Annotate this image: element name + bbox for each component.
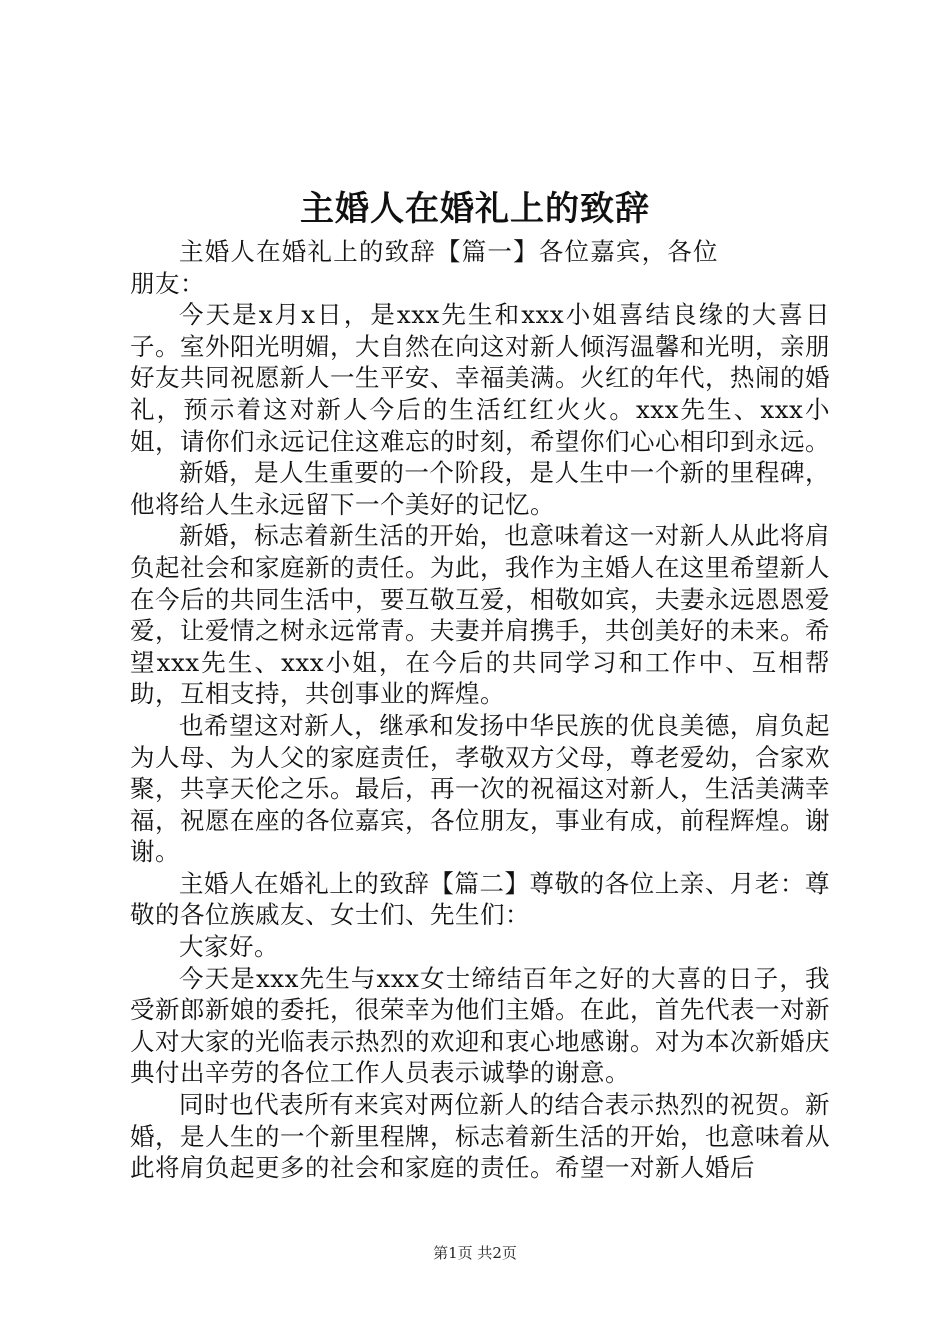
paragraph-6: 主婚人在婚礼上的致辞【篇二】尊敬的各位上亲、月老：尊敬的各位族戚友、女士们、先生们： [130, 868, 830, 930]
paragraph-9: 同时也代表所有来宾对两位新人的结合表示热烈的祝贺。新婚，是人生的一个新里程牌，标志着新生活的开始，也意味着从此将肩负起更多的社会和家庭的责任。希望一对新人婚后 [130, 1090, 830, 1183]
paragraph-3: 新婚，是人生重要的一个阶段，是人生中一个新的里程碑，他将给人生永远留下一个美好的记忆。 [130, 458, 830, 519]
paragraph-7: 大家好。 [179, 932, 279, 962]
paragraph-5: 也希望这对新人，继承和发扬中华民族的优良美德，肩负起为人母、为人父的家庭责任，孝敬双方父母，尊老爱幼，合家欢聚，共享天伦之乐。最后，再一次的祝福这对新人，生活美满幸福，祝愿在座的各位嘉宾，各位朋友，事业有成，前程辉煌。谢谢。 [130, 710, 830, 867]
document-title: 主婚人在婚礼上的致辞 [300, 189, 650, 229]
document-body [130, 236, 830, 1184]
paragraph-4: 新婚，标志着新生活的开始，也意味着这一对新人从此将肩负起社会和家庭新的责任。为此，我作为主婚人在这里希望新人在今后的共同生活中，要互敬互爱，相敬如宾，夫妻永远恩恩爱爱，让爱情之树永远常青。夫妻并肩携手，共创美好的未来。希望xxx先生、xxx小姐，在今后的共同学习和工作中、互相帮助，互相支持，共创事业的辉煌。 [130, 521, 830, 709]
page-number-footer: 第1页 共2页 [433, 1244, 517, 1262]
paragraph-2: 今天是x月x日，是xxx先生和xxx小姐喜结良缘的大喜日子。室外阳光明媚，大自然在向这对新人倾泻温馨和光明，亲朋好友共同祝愿新人一生平安、幸福美满。火红的年代，热闹的婚礼，预示着这对新人今后的生活红红火火。xxx先生、xxx小姐，请你们永远记住这难忘的时刻，希望你们心心相印到永远。 [130, 300, 830, 456]
paragraph-1: 主婚人在婚礼上的致辞【篇一】各位嘉宾，各位朋友： [130, 237, 718, 298]
paragraph-8: 今天是xxx先生与xxx女士缔结百年之好的大喜的日子，我受新郎新娘的委托，很荣幸为他们主婚。在此，首先代表一对新人对大家的光临表示热烈的欢迎和衷心地感谢。对为本次新婚庆典付出辛劳的各位工作人员表示诚挚的谢意。 [130, 963, 830, 1088]
